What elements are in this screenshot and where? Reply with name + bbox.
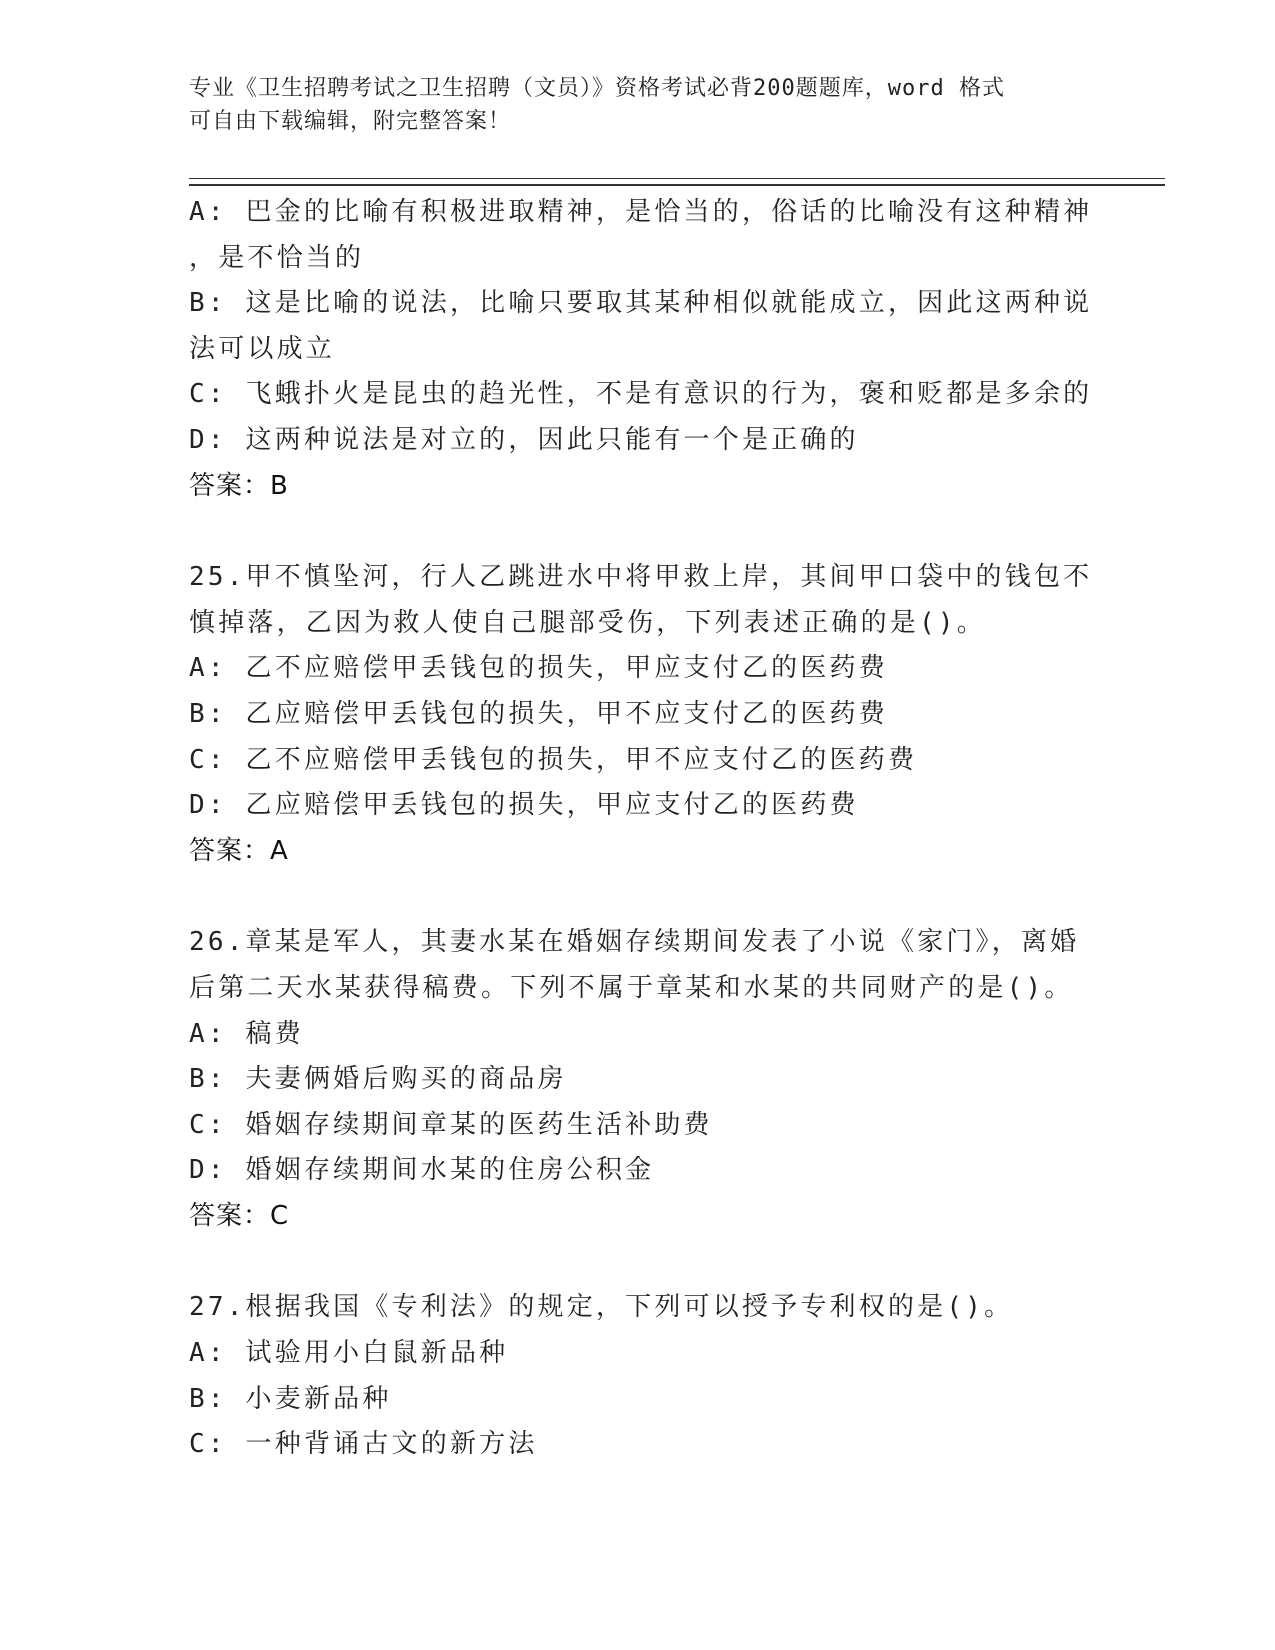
document-body — [189, 190, 1093, 1468]
option-b: B: 乙应赔偿甲丢钱包的损失，甲不应支付乙的医药费 — [189, 698, 888, 729]
option-d: D: 这两种说法是对立的，因此只能有一个是正确的 — [189, 424, 859, 455]
spacer — [189, 874, 1089, 920]
question-25 — [189, 555, 1093, 874]
option-c: C: 婚姻存续期间章某的医药生活补助费 — [189, 1109, 713, 1140]
option-d: D: 乙应赔偿甲丢钱包的损失，甲应支付乙的医药费 — [189, 790, 859, 821]
question-stem-continued: 慎掉落，乙因为救人使自己腿部受伤，下列表述正确的是()。 — [189, 607, 986, 638]
answer-line: 答案：C — [189, 1200, 290, 1231]
question-stem: 27.根据我国《专利法》的规定，下列可以授予专利权的是()。 — [189, 1292, 1014, 1323]
spacer — [189, 1239, 1089, 1285]
option-a: A: 巴金的比喻有积极进取精神，是恰当的，俗话的比喻没有这种精神 — [189, 197, 1093, 227]
spacer — [189, 509, 1089, 555]
answer-line: 答案：B — [189, 470, 289, 501]
option-c: C: 一种背诵古文的新方法 — [189, 1429, 538, 1460]
question-24-continued — [189, 190, 1093, 509]
option-d: D: 婚姻存续期间水某的住房公积金 — [189, 1155, 655, 1186]
question-stem: 25.甲不慎坠河，行人乙跳进水中将甲救上岸，其间甲口袋中的钱包不 — [189, 562, 1093, 593]
option-c: C: 飞蛾扑火是昆虫的趋光性，不是有意识的行为，褒和贬都是多余的 — [189, 379, 1093, 410]
document-header — [189, 72, 1089, 138]
question-26 — [189, 920, 1089, 1239]
option-a-continued: ，是不恰当的 — [189, 242, 365, 273]
answer-line: 答案：A — [189, 835, 289, 866]
question-stem: 26.章某是军人，其妻水某在婚姻存续期间发表了小说《家门》，离婚 — [189, 927, 1080, 958]
option-a: A: 乙不应赔偿甲丢钱包的损失，甲应支付乙的医药费 — [189, 653, 888, 684]
option-b: B: 这是比喻的说法，比喻只要取其某种相似就能成立，因此这两种说 — [189, 288, 1093, 319]
header-line: 专业《卫生招聘考试之卫生招聘（文员）》资格考试必背200题题库，word 格式 — [189, 76, 1005, 101]
option-c: C: 乙不应赔偿甲丢钱包的损失，甲不应支付乙的医药费 — [189, 744, 918, 775]
header-line: 可自由下载编辑，附完整答案！ — [189, 109, 512, 134]
option-a: A: 试验用小白鼠新品种 — [189, 1338, 509, 1369]
option-b: B: 夫妻俩婚后购买的商品房 — [189, 1064, 567, 1095]
question-27 — [189, 1285, 1089, 1467]
header-divider-thick — [189, 184, 1165, 186]
option-b: B: 小麦新品种 — [189, 1383, 392, 1414]
option-b-continued: 法可以成立 — [189, 333, 336, 364]
header-divider — [189, 178, 1165, 179]
option-a: A: 稿费 — [189, 1018, 304, 1049]
question-stem-continued: 后第二天水某获得稿费。下列不属于章某和水某的共同财产的是()。 — [189, 972, 1074, 1003]
